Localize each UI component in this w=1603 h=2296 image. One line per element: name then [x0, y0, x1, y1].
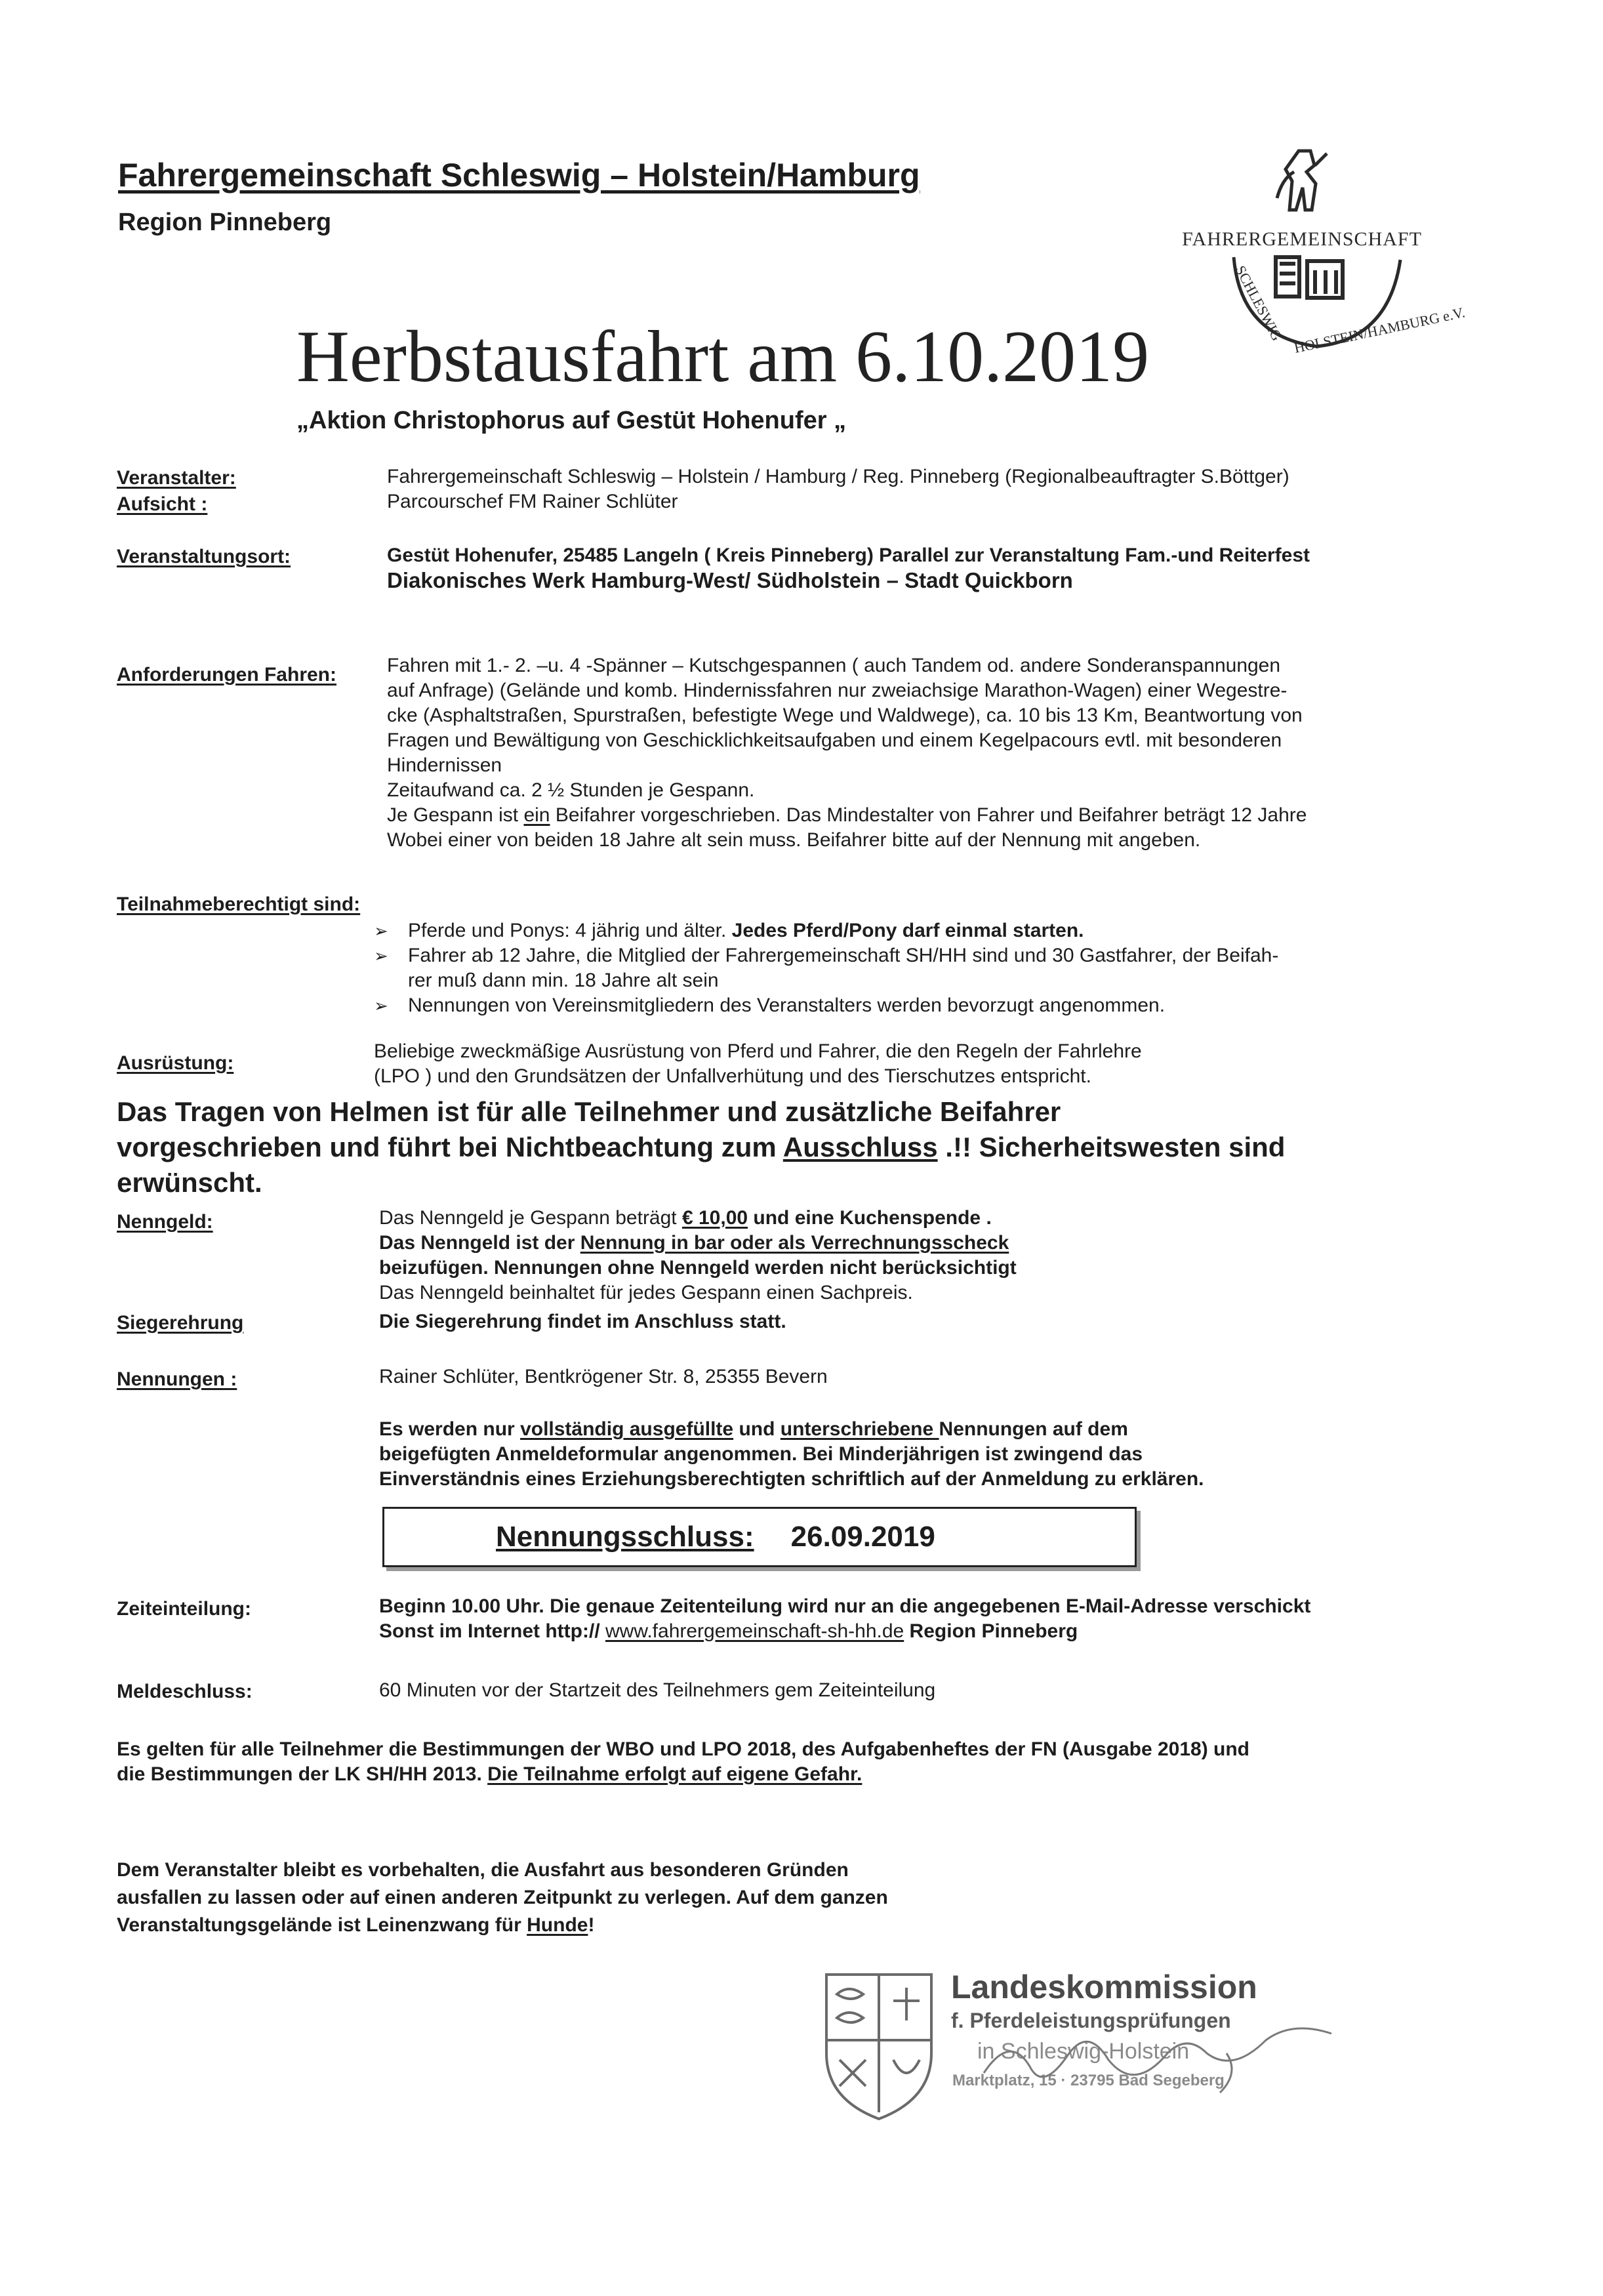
venue-line-1: Gestüt Hohenufer, 25485 Langeln ( Kreis Pinneberg) Parallel zur Veranstaltung Fam.-und Reiterfest [387, 544, 1310, 566]
stamp-line-2: f. Pferdeleistungsprüfungen [951, 2009, 1231, 2032]
requirements-line: auf Anfrage) (Gelände und komb. Hindernissfahren nur zweiachsige Marathon-Wagen) einer Wegestre- [387, 680, 1288, 701]
codriver-rule-line-2: Wobei einer von beiden 18 Jahre alt sein muss. Beifahrer bitte auf der Nennung mit angeben. [387, 829, 1201, 851]
exclusion-emphasis: Ausschluss [782, 1132, 938, 1162]
event-title: Herbstausfahrt am 6.10.2019 [296, 316, 1150, 398]
requirements-line: Fragen und Bewältigung von Geschicklichkeitsaufgaben und einem Kegelpacours evtl. mit besonderen [387, 729, 1282, 751]
requirements-line: Hindernissen [387, 754, 502, 776]
svg-text:HOLSTEIN/HAMBURG e.V.: HOLSTEIN/HAMBURG e.V. [1292, 304, 1467, 356]
requirements-line: Fahren mit 1.- 2. –u. 4 -Spänner – Kutschgespannen ( auch Tandem od. andere Sonderanspannungen [387, 655, 1281, 676]
schedule-label: Zeiteinteilung: [117, 1598, 251, 1620]
organization-region: Region Pinneberg [118, 209, 332, 236]
supervision-text: Parcourschef FM Rainer Schlüter [387, 491, 678, 512]
supervision-label: Aufsicht : [117, 493, 208, 515]
organizer-label: Veranstalter: [117, 467, 236, 489]
eligibility-item: ➢ Nennungen von Vereinsmitgliedern des Veranstalters werden bevorzugt angenommen. [374, 993, 1278, 1018]
award-label: Siegerehrung [117, 1312, 244, 1334]
venue-line-2: Diakonisches Werk Hamburg-West/ Südholstein – Stadt Quickborn [387, 568, 1073, 592]
arrow-bullet-icon: ➢ [374, 996, 388, 1015]
eligibility-item: ➢ Fahrer ab 12 Jahre, die Mitglied der Fahrergemeinschaft SH/HH sind und 30 Gastfahrer, der Beifah- rer muß dann min. 18 Jahre alt sein [374, 945, 1279, 991]
entries-conditions: Es werden nur vollständig ausgefüllte und unterschriebene Nennungen auf dem beigefügten Anmeldeformular angenommen. Bei Minderjährigen ist zwingend das Einverständnis eines Erziehungsberechtigten schriftlich auf der Anmeldung zu erklären. [379, 1418, 1204, 1490]
requirements-line: cke (Asphaltstraßen, Spurstraßen, befestigte Wege und Waldwege), ca. 10 bis 13 Km, Beantwortung von [387, 705, 1303, 726]
venue-label: Veranstaltungsort: [117, 546, 291, 567]
report-deadline-label: Meldeschluss: [117, 1681, 253, 1702]
eligibility-list [374, 918, 1278, 1018]
fee-label: Nenngeld: [117, 1211, 213, 1233]
equipment-label: Ausrüstung: [117, 1052, 234, 1074]
deadline-date: 26.09.2019 [790, 1521, 935, 1553]
equipment-text: Beliebige zweckmäßige Ausrüstung von Pferd und Fahrer, die den Regeln der Fahrlehre (LPO ) und den Grundsätzen der Unfallverhütung und des Tierschutzes entspricht. [374, 1040, 1142, 1087]
schedule-text: Beginn 10.00 Uhr. Die genaue Zeitenteilung wird nur an die angegebenen E-Mail-Adresse verschickt Sonst im Internet http:// www.fahrergemeinschaft-sh-hh.de Region Pinneberg [379, 1595, 1311, 1642]
report-deadline-text: 60 Minuten vor der Startzeit des Teilnehmers gem Zeiteinteilung [379, 1679, 936, 1701]
deadline-text [496, 1521, 935, 1553]
reservation-text: Dem Veranstalter bleibt es vorbehalten, die Ausfahrt aus besonderen Gründen ausfallen zu lassen oder auf einen anderen Zeitpunkt zu verlegen. Auf dem ganzen Veranstaltungsgelände ist Leinenzwang für Hunde! [117, 1859, 888, 1936]
codriver-emphasis: ein [523, 804, 550, 826]
eligibility-label: Teilnahmeberechtigt sind: [117, 893, 361, 915]
deadline-label: Nennungsschluss: [496, 1521, 754, 1553]
codriver-rule-line-1: Je Gespann ist ein Beifahrer vorgeschrieben. Das Mindestalter von Fahrer und Beifahrer beträgt 12 Jahre [387, 804, 1307, 826]
coat-of-arms-icon [813, 1961, 944, 2125]
arrow-bullet-icon: ➢ [374, 946, 388, 966]
fee-amount: € 10,00 [681, 1207, 748, 1229]
stamp-line-3: in Schleswig-Holstein [977, 2039, 1190, 2064]
commission-stamp [813, 1961, 1377, 2132]
stamp-line-4: Marktplatz, 15 · 23795 Bad Segeberg [952, 2072, 1225, 2089]
requirements-label: Anforderungen Fahren: [117, 664, 336, 686]
helmet-warning: Das Tragen von Helmen ist für alle Teilnehmer und zusätzliche Beifahrer vorgeschrieben und führt bei Nichtbeachtung zum Ausschluss .!! Sicherheitswesten sind erwünscht. [117, 1096, 1286, 1198]
award-text: Die Siegerehrung findet im Anschluss statt. [379, 1311, 786, 1332]
event-subtitle: „Aktion Christophorus auf Gestüt Hohenufer „ [296, 407, 847, 434]
organizer-text: Fahrergemeinschaft Schleswig – Holstein / Hamburg / Reg. Pinneberg (Regionalbeauftragter S.Böttger) [387, 466, 1289, 487]
stamp-line-1: Landeskommission [951, 1969, 1257, 2005]
requirements-text [387, 653, 1307, 853]
arrow-bullet-icon: ➢ [374, 921, 388, 941]
website-link[interactable]: www.fahrergemeinschaft-sh-hh.de [605, 1620, 904, 1642]
requirements-line: Zeitaufwand ca. 2 ½ Stunden je Gespann. [387, 779, 755, 801]
signature [977, 2027, 1345, 2106]
entries-address: Rainer Schlüter, Bentkrögener Str. 8, 25355 Bevern [379, 1366, 828, 1387]
eligibility-item: ➢ Pferde und Ponys: 4 jährig und älter. Jedes Pferd/Pony darf einmal starten. [374, 918, 1278, 943]
svg-text:FAHRERGEMEINSCHAFT: FAHRERGEMEINSCHAFT [1182, 228, 1422, 250]
organization-title: Fahrergemeinschaft Schleswig – Holstein/Hamburg [118, 157, 920, 194]
svg-text:SCHLESWIG: SCHLESWIG [1232, 262, 1286, 344]
association-logo [1177, 146, 1467, 382]
deadline-box [382, 1507, 1137, 1567]
entries-label: Nennungen : [117, 1368, 237, 1390]
rules-text: Es gelten für alle Teilnehmer die Bestimmungen der WBO und LPO 2018, des Aufgabenheftes der FN (Ausgabe 2018) und die Bestimmungen der LK SH/HH 2013. Die Teilnahme erfolgt auf eigene Gefahr. [117, 1738, 1250, 1785]
fee-text: Das Nenngeld je Gespann beträgt € 10,00 und eine Kuchenspende . Das Nenngeld ist der Nennung in bar oder als Verrechnungsscheck beizufügen. Nennungen ohne Nenngeld werden nicht berücksichtigt Das Nenngeld beinhaltet für jedes Gespann einen Sachpreis. [379, 1207, 1017, 1303]
